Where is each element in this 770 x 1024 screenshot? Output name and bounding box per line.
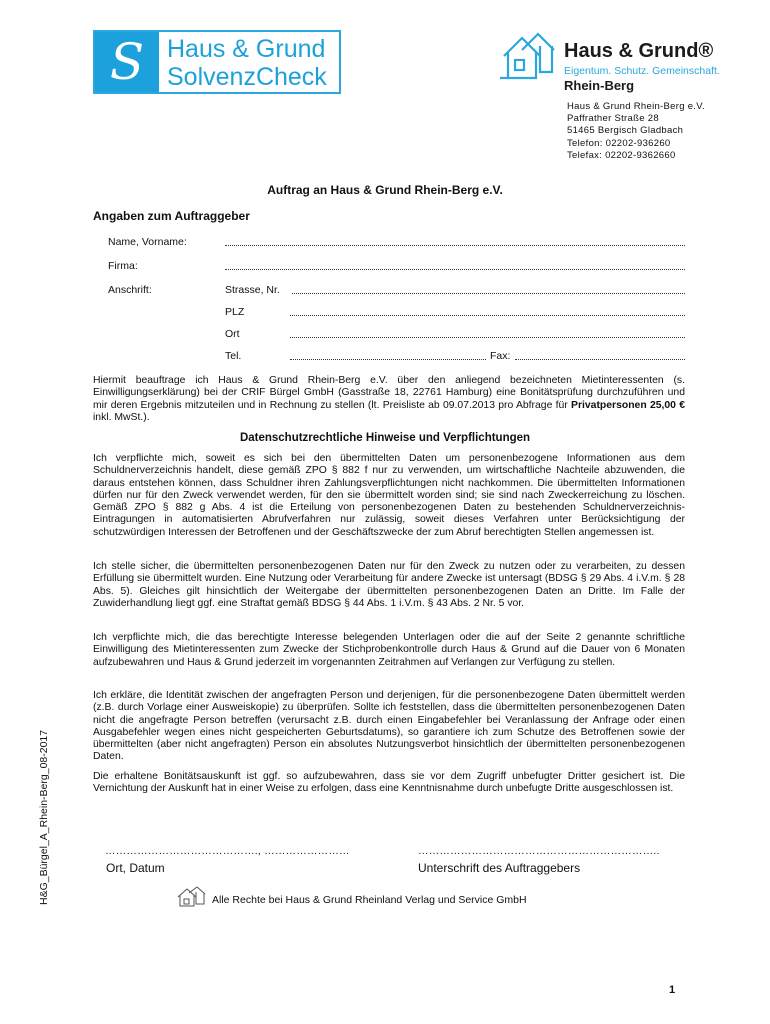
ort-field[interactable] — [290, 337, 685, 338]
document-title: Auftrag an Haus & Grund Rhein-Berg e.V. — [267, 183, 503, 197]
address-line: Paffrather Straße 28 — [567, 113, 659, 125]
ort-label: Ort — [225, 328, 240, 340]
hg-logo-title: Haus & Grund® — [564, 40, 714, 62]
solvenz-badge: S — [95, 32, 159, 92]
section-heading: Angaben zum Auftraggeber — [93, 209, 250, 223]
privacy-paragraph: Ich erkläre, die Identität zwischen der angefragten Person und derjenigen, für die personenbezogene Daten übermittelt werden (z.B. durch Vorlage einer Ausweiskopie) zu überprüfen. Sollte ich feststellen, dass die übermittelten personenbezogenen Daten nicht die angefragte Person betreffen (verursacht z.B. durch einen Eingabefehler bei Veranlassung der Anfrage oder einen Ausgabefehler wegen eines nicht gespeicherten Geburtsdatums), so garantiere ich zum Schutze des Betroffenen sowie der übermittelten (aber nicht angefragten) Person ein absolutes Nutzungsverbot hinsichtlich der übermittelten personenbezogenen Daten. — [93, 690, 685, 763]
house-icon — [500, 30, 558, 90]
fax-field[interactable] — [515, 359, 685, 360]
hausundgrund-logo — [500, 30, 740, 94]
name-field[interactable] — [225, 245, 685, 246]
privacy-paragraph: Ich verpflichte mich, die das berechtigte Interesse belegenden Unterlagen oder die auf der Seite 2 genannte schriftliche Einwilligung des Mietinteressenten zum Zwecke der Stichprobenkontrolle durch Haus & Grund auf die Dauer von 6 Monaten aufzubewahren und Haus & Grund jederzeit im vorgenannten Zeitrahmen auf Verlangen zur Verfügung zu stellen. — [93, 632, 685, 668]
tel-field[interactable] — [290, 359, 486, 360]
address-line: Haus & Grund Rhein-Berg e.V. — [567, 101, 705, 112]
hg-logo-region: Rhein-Berg — [564, 78, 635, 93]
address-line: Telefax: 02202-9362660 — [567, 149, 676, 161]
privacy-paragraph: Ich verpflichte mich, soweit es sich bei den übermittelten Daten um personenbezogene Informationen aus dem Schuldnerverzeichnis handelt, diese gemäß ZPO § 882 f nur zu verwenden, um wirtschaftliche Nachteile abzuwenden, die daraus entstehen können, dass Schuldner ihren Zahlungsverpflichtungen nicht nachkommen. Die übermittelten Informationen dürfen nur für den Zweck verwendet werden, für den sie übermittelt worden sind; sie sind nach Zweckerreichung zu löschen. Gemäß ZPO § 882 g Abs. 4 ist die Erteilung von personenbezogenen Daten zu bestehenden Schuldnerverzeichnis-Eintragungen in automatisierten Abrufverfahren nur zulässig, soweit dieses Verfahren unter Berücksichtigung der schutzwürdigen Interessen der Betroffenen und der Geschäftszwecke der zum Abruf berechtigten Stellen angemessen ist. — [93, 453, 685, 538]
order-text-end: inkl. MwSt.). — [93, 411, 150, 423]
solvenz-logo-line1: Haus & Grund — [167, 35, 326, 63]
place-date-label: Ort, Datum — [106, 861, 165, 875]
house-outline-icon — [176, 886, 208, 908]
name-label: Name, Vorname: — [108, 236, 187, 248]
strasse-field[interactable] — [292, 293, 685, 294]
page-number: 1 — [669, 984, 676, 996]
solvenz-logo-line2: SolvenzCheck — [167, 63, 327, 91]
address-block — [567, 101, 705, 162]
privacy-paragraph: Ich stelle sicher, die übermittelten personenbezogenen Daten nur für den Zweck zu nutzen oder zu verarbeiten, zu dessen Erfüllung sie übermittelt wurden. Eine Nutzung oder Verarbeitung für andere Zwecke ist untersagt (BDSG § 29 Abs. 4 i.V.m. § 28 Abs. 5). Gleiches gilt hinsichtlich der Weitergabe der übermittelten personenbezogenen Daten an Dritte. Im Falle der Zuwiderhandlung liegt ggf. eine Straftat gemäß BDSG § 44 Abs. 1 i.V.m. § 43 Abs. 2 Nr. 5 vor. — [93, 561, 685, 609]
address-line: Telefon: 02202-936260 — [567, 137, 671, 149]
anschrift-label: Anschrift: — [108, 284, 152, 296]
solvenzcheck-logo — [93, 30, 341, 94]
privacy-heading: Datenschutzrechtliche Hinweise und Verpflichtungen — [239, 432, 531, 444]
tel-label: Tel. — [225, 350, 242, 362]
place-date-field[interactable]: ……………………………………., …………………… — [105, 845, 350, 857]
strasse-label: Strasse, Nr. — [225, 284, 280, 296]
address-line: 51465 Bergisch Gladbach — [567, 125, 684, 137]
side-document-code: H&G_Bürgel_A_Rhein-Berg_08-2017 — [38, 729, 50, 905]
hg-logo-tagline: Eigentum. Schutz. Gemeinschaft. — [564, 65, 720, 77]
signature-label: Unterschrift des Auftraggebers — [418, 861, 581, 875]
plz-field[interactable] — [290, 315, 685, 316]
fax-label: Fax: — [490, 350, 511, 362]
order-price: Privatpersonen 25,00 € — [571, 399, 685, 411]
signature-field[interactable]: ………………………………………………………….. — [418, 845, 660, 857]
firma-field[interactable] — [225, 269, 685, 270]
order-paragraph — [93, 375, 685, 424]
plz-label: PLZ — [225, 306, 245, 318]
privacy-paragraph: Die erhaltene Bonitätsauskunft ist ggf. so aufzubewahren, dass sie vor dem Zugriff unbefugter Dritter gesichert ist. Die Vernichtung der Auskunft hat in einer Weise zu erfolgen, dass eine Kenntnisnahme durch unbefugte Dritte ausgeschlossen ist. — [93, 771, 685, 795]
order-text: Hiermit beauftrage ich Haus & Grund Rhein-Berg e.V. über den anliegend bezeichneten Mietinteressenten (s. Einwilligungserklärung) bei der CRIF Bürgel GmbH (Gasstraße 18, 22761 Hamburg) eine Bonitätsprüfung durchzuführen und mir deren Ergebnis mitzuteilen und in Rechnung zu stellen (lt. Preisliste ab 09.07.2013 pro Abfrage für — [93, 375, 685, 411]
firma-label: Firma: — [108, 260, 138, 272]
footer-copyright: Alle Rechte bei Haus & Grund Rheinland Verlag und Service GmbH — [212, 894, 527, 906]
